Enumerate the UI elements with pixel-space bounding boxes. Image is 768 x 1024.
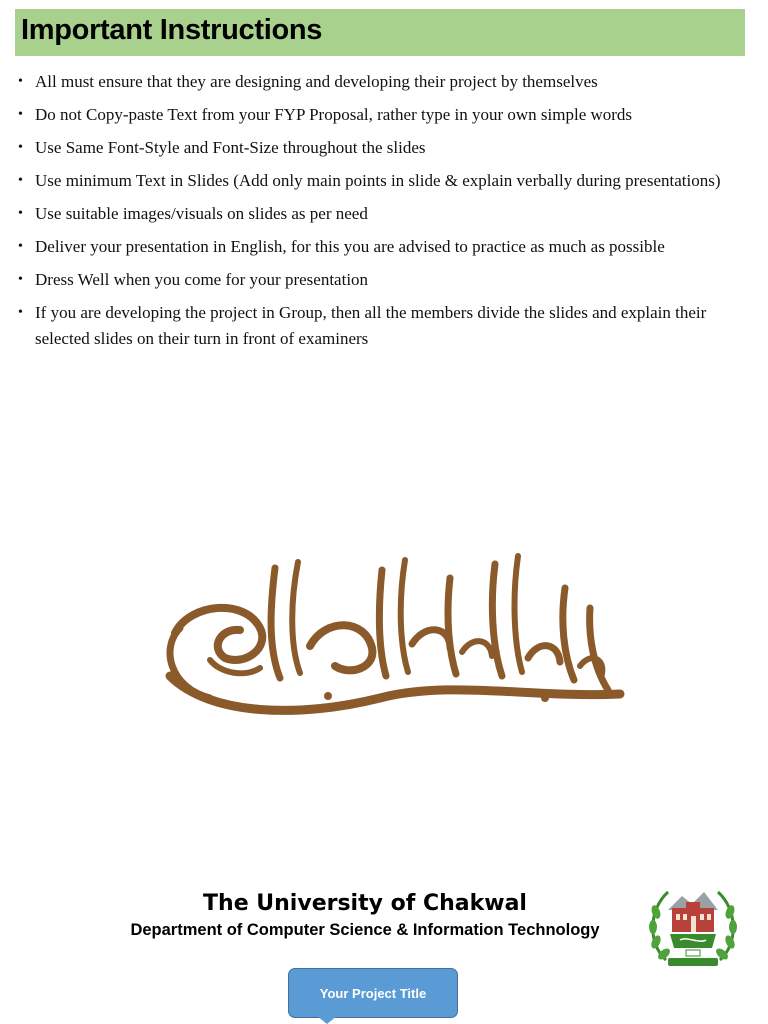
list-item xyxy=(18,201,753,227)
instruction-text: Use Same Font-Style and Font-Size throughout the slides xyxy=(35,138,426,157)
instruction-text: Use minimum Text in Slides (Add only main points in slide & explain verbally during presentations) xyxy=(35,171,721,190)
department-name: Department of Computer Science & Information Technology xyxy=(130,921,600,939)
list-item xyxy=(18,300,753,352)
list-item xyxy=(18,102,753,128)
calligraphy-bismillah-image xyxy=(150,548,630,724)
list-item xyxy=(18,69,753,95)
instruction-text: If you are developing the project in Group, then all the members divide the slides and explain their selected slides on their turn in front of examiners xyxy=(35,303,707,348)
university-name: The University of Chakwal xyxy=(203,891,527,916)
instruction-text: Dress Well when you come for your presentation xyxy=(35,270,369,289)
instruction-text: Use suitable images/visuals on slides as per need xyxy=(35,204,368,223)
bullet-icon: • xyxy=(18,173,23,188)
list-item xyxy=(18,168,753,194)
list-item xyxy=(18,267,753,293)
project-title-callout[interactable]: Your Project Title xyxy=(288,968,458,1018)
list-item xyxy=(18,234,753,260)
instruction-text: Do not Copy-paste Text from your FYP Proposal, rather type in your own simple words xyxy=(35,105,633,124)
instruction-text: Deliver your presentation in English, for this you are advised to practice as much as possible xyxy=(35,237,665,256)
instructions-list xyxy=(18,69,753,359)
bullet-icon: • xyxy=(18,272,23,287)
bullet-icon: • xyxy=(18,305,23,320)
page-title: Important Instructions xyxy=(21,14,323,46)
header-bar xyxy=(15,9,745,56)
list-item xyxy=(18,135,753,161)
bullet-icon: • xyxy=(18,74,23,89)
bullet-icon: • xyxy=(18,239,23,254)
callout-tail xyxy=(317,1016,337,1024)
bullet-icon: • xyxy=(18,140,23,155)
instruction-text: All must ensure that they are designing and developing their project by themselves xyxy=(35,72,598,91)
bullet-icon: • xyxy=(18,206,23,221)
bullet-icon: • xyxy=(18,107,23,122)
university-logo-icon xyxy=(646,882,740,972)
